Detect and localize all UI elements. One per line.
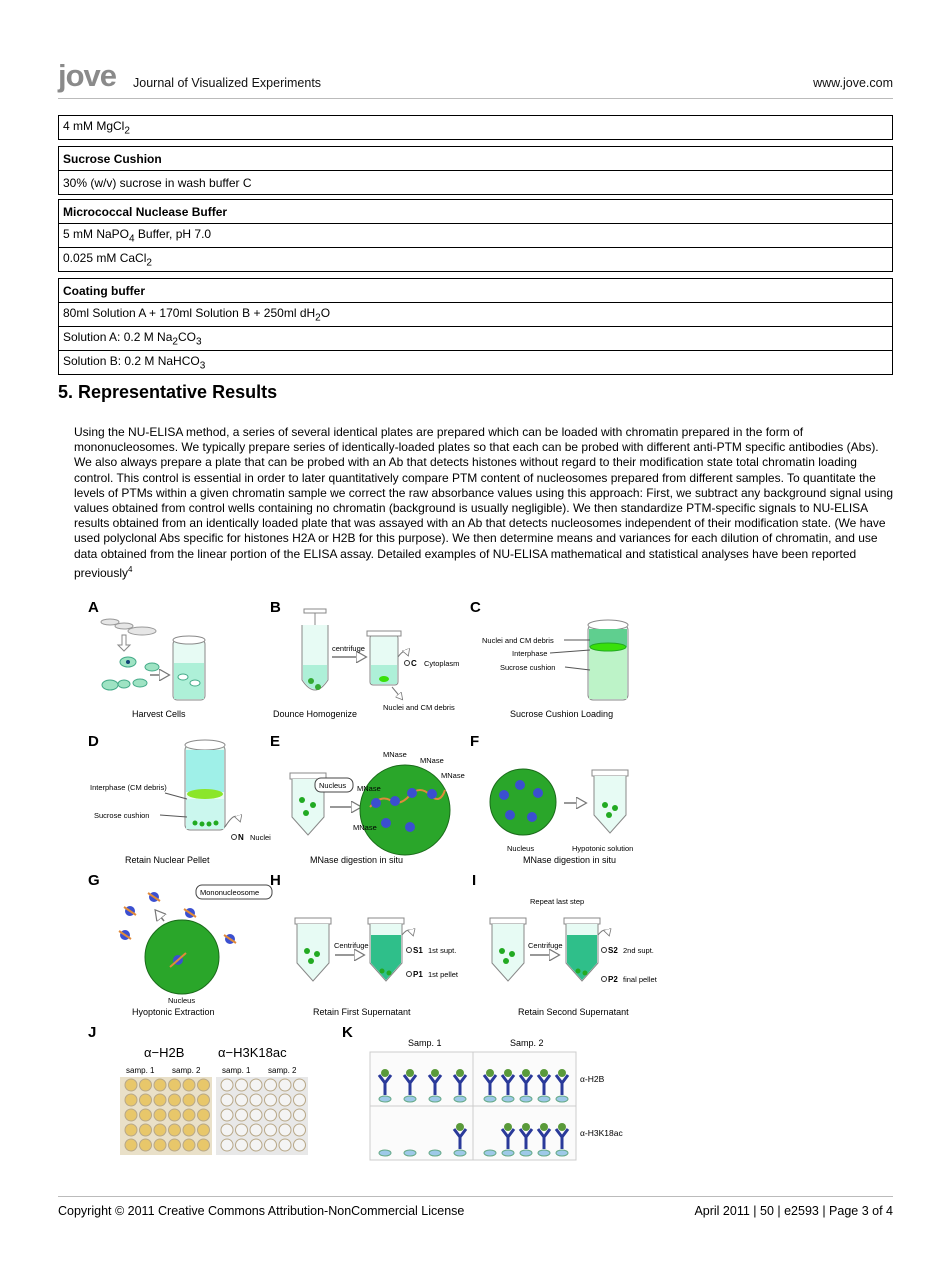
- panel-letter: F: [470, 733, 480, 750]
- cytoplasm-label: Cytoplasm: [424, 659, 460, 668]
- plate-well: [279, 1124, 291, 1136]
- plate-well: [169, 1124, 181, 1136]
- plate-well: [169, 1094, 181, 1106]
- mnase-label: MNase: [420, 756, 444, 765]
- panel-h: [270, 872, 459, 1017]
- plate-well: [294, 1109, 306, 1121]
- panel-a: [88, 599, 205, 719]
- panel-caption: MNase digestion in situ: [523, 855, 617, 865]
- citation-ref: 4: [128, 564, 133, 574]
- sample-2-header: Samp. 2: [510, 1038, 544, 1048]
- plate-well: [250, 1124, 262, 1136]
- plate-well: [265, 1124, 277, 1136]
- nucleosome: [484, 1096, 496, 1102]
- plate-well: [198, 1139, 210, 1151]
- secondary-antibody: [540, 1123, 548, 1131]
- panel-g: [88, 872, 272, 1017]
- panel-k: [342, 1024, 623, 1160]
- table-cell: 0.025 mM CaCl$_2$: [59, 248, 893, 272]
- table-header-cell: Coating buffer: [59, 279, 893, 303]
- nucleosome: [379, 1096, 391, 1102]
- section-title: 5. Representative Results: [58, 382, 278, 402]
- plate-well: [221, 1139, 233, 1151]
- panel-f: [470, 733, 633, 865]
- hypotonic-label: Hypotonic solution: [572, 844, 634, 853]
- row-label-h2b: α-H2B: [580, 1074, 605, 1084]
- p2-description: final pellet: [623, 975, 657, 984]
- nucleosome: [556, 1096, 568, 1102]
- journal-website: www.jove.com: [813, 76, 893, 90]
- plate-well: [250, 1094, 262, 1106]
- plate-well: [154, 1109, 166, 1121]
- plate-well: [221, 1079, 233, 1091]
- nucleosome: [502, 1096, 514, 1102]
- protocol-figure: [80, 595, 700, 1165]
- nucleosome: [484, 1150, 496, 1156]
- s1-description: 1st supt.: [428, 946, 457, 955]
- plate-well: [125, 1079, 137, 1091]
- fraction-s2-label: S2: [608, 946, 618, 955]
- panel-c: [470, 599, 628, 719]
- plate-well: [169, 1139, 181, 1151]
- nucleosome: [454, 1096, 466, 1102]
- buffer-table-mnase: [58, 199, 893, 272]
- plate-well: [250, 1139, 262, 1151]
- table-cell: Solution B: 0.2 M NaHCO$_3$: [59, 351, 893, 375]
- plate-well: [154, 1079, 166, 1091]
- panel-d: [88, 733, 271, 865]
- plate-well: [236, 1139, 248, 1151]
- panel-letter: E: [270, 733, 281, 750]
- plate-well: [221, 1109, 233, 1121]
- plate-well: [265, 1094, 277, 1106]
- nucleus-callout: Nucleus: [319, 781, 347, 790]
- secondary-antibody: [522, 1069, 530, 1077]
- plate-well: [198, 1094, 210, 1106]
- plate-well: [154, 1139, 166, 1151]
- table-cell: 4 mM MgCl$_2$: [59, 116, 893, 140]
- plate-well: [236, 1094, 248, 1106]
- sample-2-label: samp. 2: [268, 1066, 297, 1075]
- secondary-antibody: [558, 1123, 566, 1131]
- panel-letter: J: [88, 1024, 97, 1041]
- fraction-p2-label: P2: [608, 975, 618, 984]
- secondary-antibody: [504, 1069, 512, 1077]
- s2-description: 2nd supt.: [623, 946, 654, 955]
- secondary-antibody: [504, 1123, 512, 1131]
- buffer-table-coating: [58, 278, 893, 375]
- secondary-antibody: [522, 1123, 530, 1131]
- secondary-antibody: [558, 1069, 566, 1077]
- sample-2-label: samp. 2: [172, 1066, 201, 1075]
- repeat-label: Repeat last step: [530, 897, 585, 906]
- plate-well: [154, 1094, 166, 1106]
- plate-well: [140, 1094, 152, 1106]
- secondary-antibody: [540, 1069, 548, 1077]
- plate-well: [183, 1124, 195, 1136]
- nucleosome: [502, 1150, 514, 1156]
- plate-well: [236, 1109, 248, 1121]
- page-info: April 2011 | 50 | e2593 | Page 3 of 4: [694, 1204, 893, 1218]
- panel-caption: Dounce Homogenize: [273, 709, 358, 719]
- fraction-s1-label: S1: [413, 946, 423, 955]
- plate-well: [279, 1079, 291, 1091]
- plate-well: [198, 1109, 210, 1121]
- plate-well: [125, 1124, 137, 1136]
- panel-letter: H: [270, 872, 281, 889]
- plate-well: [265, 1109, 277, 1121]
- antibody-h3k18ac-label: α−H3K18ac: [218, 1045, 287, 1060]
- panel-i: [472, 872, 658, 1017]
- panel-caption: Harvest Cells: [132, 709, 186, 719]
- plate-well: [265, 1079, 277, 1091]
- panel-b: [270, 599, 459, 719]
- page-header: [58, 58, 893, 99]
- plate-well: [294, 1094, 306, 1106]
- antibody-h2b-label: α−H2B: [144, 1045, 185, 1060]
- jove-logo: jove: [58, 58, 117, 93]
- table-cell: 30% (w/v) sucrose in wash buffer C: [59, 171, 893, 195]
- plate-well: [265, 1139, 277, 1151]
- panel-letter: B: [270, 599, 281, 616]
- centrifuge-label: Centrifuge: [528, 941, 563, 950]
- nucleosome: [538, 1150, 550, 1156]
- secondary-antibody: [486, 1069, 494, 1077]
- panel-letter: C: [470, 599, 481, 616]
- panel-e: [270, 733, 465, 865]
- nuclei-cm-label: Nuclei and CM debris: [383, 703, 455, 712]
- secondary-antibody: [381, 1069, 389, 1077]
- mnase-label: MNase: [383, 750, 407, 759]
- panel-letter: K: [342, 1024, 353, 1041]
- plate-well: [140, 1139, 152, 1151]
- panel-caption: Retain Second Supernatant: [518, 1007, 629, 1017]
- page-footer: [58, 1196, 893, 1218]
- plate-well: [169, 1079, 181, 1091]
- panel-caption: Sucrose Cushion Loading: [510, 709, 614, 719]
- plate-well: [154, 1124, 166, 1136]
- legend-interphase: Interphase: [512, 649, 548, 658]
- mnase-label: MNase: [357, 784, 381, 793]
- panel-letter: A: [88, 599, 99, 616]
- plate-well: [279, 1094, 291, 1106]
- panel-caption: Retain Nuclear Pellet: [125, 855, 210, 865]
- fraction-p1-label: P1: [413, 970, 423, 979]
- panel-letter: G: [88, 872, 100, 889]
- nucleosome: [520, 1150, 532, 1156]
- plate-well: [236, 1079, 248, 1091]
- plate-well: [198, 1124, 210, 1136]
- legend-nuclei-cm: Nuclei and CM debris: [482, 636, 554, 645]
- secondary-antibody: [431, 1069, 439, 1077]
- nucleosome: [429, 1096, 441, 1102]
- plate-well: [140, 1124, 152, 1136]
- buffer-table-sucrose-cushion: [58, 146, 893, 195]
- plate-well: [125, 1109, 137, 1121]
- plate-well: [140, 1109, 152, 1121]
- secondary-antibody: [456, 1069, 464, 1077]
- nucleosome: [454, 1150, 466, 1156]
- nucleus-label: Nucleus: [168, 996, 196, 1005]
- sample-1-label: samp. 1: [222, 1066, 251, 1075]
- plate-well: [183, 1109, 195, 1121]
- plate-well: [140, 1079, 152, 1091]
- plate-well: [183, 1079, 195, 1091]
- sample-1-label: samp. 1: [126, 1066, 155, 1075]
- nucleosome: [429, 1150, 441, 1156]
- nucleosome: [538, 1096, 550, 1102]
- panel-caption: Hyoptonic Extraction: [132, 1007, 215, 1017]
- plate-well: [221, 1124, 233, 1136]
- legend-sucrose-cushion: Sucrose cushion: [500, 663, 556, 672]
- table-header-cell: Micrococcal Nuclease Buffer: [59, 200, 893, 224]
- centrifuge-label: Centrifuge: [334, 941, 369, 950]
- nucleosome: [404, 1096, 416, 1102]
- legend-interphase-cm: Interphase (CM debris): [90, 783, 167, 792]
- plate-well: [294, 1124, 306, 1136]
- nucleosome: [520, 1096, 532, 1102]
- legend-sucrose-cushion: Sucrose cushion: [94, 811, 150, 820]
- fraction-c-label: C: [411, 659, 417, 668]
- panel-caption: MNase digestion in situ: [310, 855, 404, 865]
- table-cell: 5 mM NaPO$_4$ Buffer, pH 7.0: [59, 224, 893, 248]
- plate-well: [250, 1079, 262, 1091]
- results-paragraph: Using the NU-ELISA method, a series of several identical plates are prepared which can be loaded with chromatin prepared in the form of mononucleosomes. We typically prepare series of identically-loaded plates so that each can be probed with different anti-PTM specific antibodies (Abs). We also always prepare a plate that can be probed with an Ab that detects histones without regard to their modification state total chromatin loading control. This control is essential in order to later quantitatively compare PTM content of nucleosomes prepared from different samples. To quantitate the levels of PTMs within a given chromatin sample we correct the raw absorbance values using this approach: First, we subtract any background signal using values obtained from control wells containing no chromatin (background is usually negligible). We then standardize PTM-specific signals to NU-ELISA results obtained from an identically loaded plate that was assayed with an Ab that detects nucleosomes independent of their modification state. (We have used polyclonal Abs specific for histones H2A or H2B for this purpose). We then determine means and variances for each dilution of chromatin, and use data obtained from the linear portion of the ELISA assay. Detailed examples of NU-ELISA mathematical and statistical analyses have been reported previously$^4$: [74, 425, 894, 580]
- panel-letter: D: [88, 733, 99, 750]
- mononucleosome-callout: Mononucleosome: [200, 888, 260, 897]
- mnase-label: MNase: [441, 771, 465, 780]
- plate-well: [169, 1109, 181, 1121]
- plate-well: [183, 1139, 195, 1151]
- fraction-n-label: N: [238, 833, 244, 842]
- table-header-cell: Sucrose Cushion: [59, 147, 893, 171]
- nucleosome: [379, 1150, 391, 1156]
- nucleus-label: Nucleus: [507, 844, 535, 853]
- plate-well: [198, 1079, 210, 1091]
- buffer-table-magnesium: [58, 115, 893, 140]
- nuclei-label: Nuclei: [250, 833, 271, 842]
- plate-well: [250, 1109, 262, 1121]
- mnase-label: MNase: [353, 823, 377, 832]
- nucleosome: [556, 1150, 568, 1156]
- panel-caption: Retain First Supernatant: [313, 1007, 411, 1017]
- plate-well: [125, 1094, 137, 1106]
- copyright-notice: Copyright © 2011 Creative Commons Attribution-NonCommercial License: [58, 1204, 465, 1218]
- p1-description: 1st pellet: [428, 970, 459, 979]
- table-cell: 80ml Solution A + 170ml Solution B + 250ml $dH_2O$: [59, 303, 893, 327]
- secondary-antibody: [406, 1069, 414, 1077]
- centrifuge-label: centrifuge: [332, 644, 365, 653]
- table-cell: Solution A: 0.2 M $Na_2CO_3$: [59, 327, 893, 351]
- journal-name: Journal of Visualized Experiments: [133, 76, 322, 90]
- sample-1-header: Samp. 1: [408, 1038, 442, 1048]
- plate-well: [279, 1139, 291, 1151]
- plate-well: [279, 1109, 291, 1121]
- plate-well: [294, 1079, 306, 1091]
- nucleosome: [404, 1150, 416, 1156]
- plate-well: [221, 1094, 233, 1106]
- plate-well: [236, 1124, 248, 1136]
- panel-letter: I: [472, 872, 477, 889]
- plate-well: [125, 1139, 137, 1151]
- secondary-antibody: [456, 1123, 464, 1131]
- plate-well: [183, 1094, 195, 1106]
- plate-well: [294, 1139, 306, 1151]
- panel-j: [88, 1024, 308, 1155]
- row-label-h3k18ac: α-H3K18ac: [580, 1128, 623, 1138]
